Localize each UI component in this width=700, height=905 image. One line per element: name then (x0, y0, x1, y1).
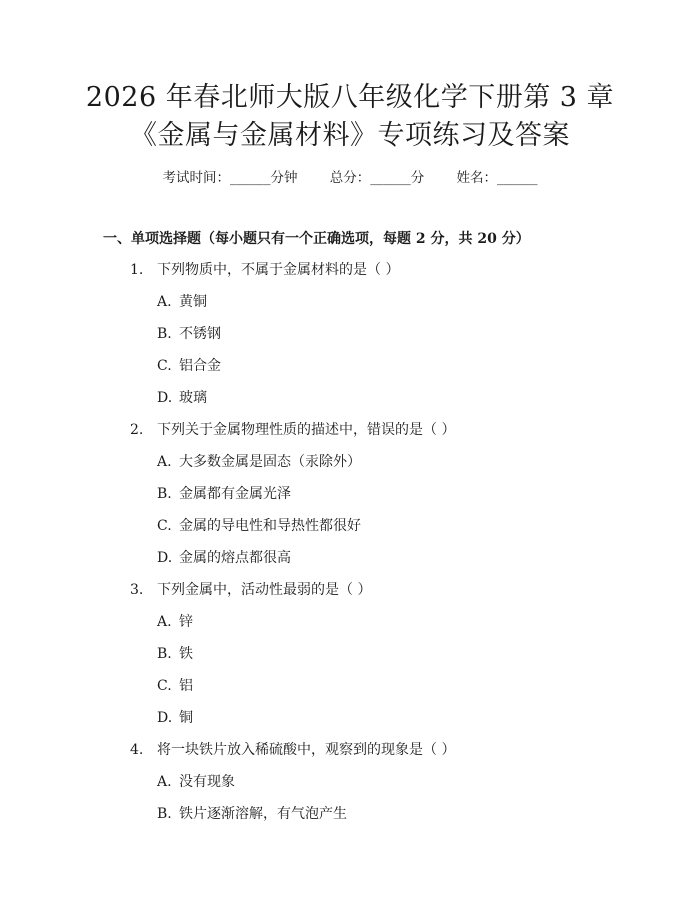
question-text: 下列物质中，不属于金属材料的是（ ） (157, 262, 400, 278)
document-title-line-2: 《金属与金属材料》专项练习及答案 (130, 120, 570, 151)
option-text: 黄铜 (179, 294, 207, 310)
option-text: 铁 (179, 646, 193, 662)
question-1-option-a (157, 292, 207, 312)
question-4 (130, 740, 455, 760)
option-letter: A. (157, 614, 172, 630)
exam-info (0, 168, 700, 188)
question-3-option-d (157, 708, 193, 728)
question-text: 下列金属中，活动性最弱的是（ ） (157, 582, 372, 598)
question-1-option-b (157, 324, 221, 344)
option-text: 铜 (179, 710, 193, 726)
option-letter: B. (157, 646, 172, 662)
question-number: 3. (130, 582, 144, 598)
question-text: 将一块铁片放入稀硫酸中，观察到的现象是（ ） (157, 742, 456, 758)
option-text: 铝合金 (179, 358, 221, 374)
question-2 (130, 420, 455, 440)
option-text: 大多数金属是固态（汞除外） (179, 454, 361, 470)
option-letter: B. (157, 326, 172, 342)
option-text: 铝 (179, 678, 193, 694)
document-title-line-1: 2026 年春北师大版八年级化学下册第 3 章 (85, 82, 615, 113)
question-2-option-c (157, 516, 361, 536)
option-letter: B. (157, 806, 172, 822)
question-3-option-c (157, 676, 193, 696)
option-text: 金属都有金属光泽 (179, 486, 291, 502)
option-text: 不锈钢 (179, 326, 221, 342)
section-heading: 一、单项选择题（每小题只有一个正确选项，每题 2 分，共 20 分） (103, 231, 530, 247)
question-1-option-d (157, 388, 207, 408)
option-letter: A. (157, 454, 172, 470)
option-letter: A. (157, 294, 172, 310)
option-letter: C. (157, 518, 172, 534)
option-letter: D. (157, 710, 173, 726)
option-letter: C. (157, 678, 172, 694)
option-text: 锌 (179, 614, 193, 630)
question-2-option-d (157, 548, 291, 568)
option-text: 金属的导电性和导热性都很好 (179, 518, 361, 534)
question-4-option-a (157, 772, 235, 792)
option-letter: B. (157, 486, 172, 502)
question-1 (130, 260, 399, 280)
exam-name-field: 姓名：______ (456, 170, 538, 186)
question-3-option-b (157, 644, 193, 664)
option-letter: C. (157, 358, 172, 374)
question-3-option-a (157, 612, 193, 632)
question-1-option-c (157, 356, 221, 376)
question-number: 4. (130, 742, 144, 758)
question-2-option-b (157, 484, 291, 504)
exam-score-field: 总分：______分 (329, 170, 425, 186)
question-number: 2. (130, 422, 144, 438)
exam-time-field: 考试时间：______分钟 (162, 170, 298, 186)
option-text: 玻璃 (179, 390, 207, 406)
question-text: 下列关于金属物理性质的描述中，错误的是（ ） (157, 422, 456, 438)
option-text: 铁片逐渐溶解，有气泡产生 (179, 806, 347, 822)
option-letter: D. (157, 550, 173, 566)
option-text: 金属的熔点都很高 (179, 550, 291, 566)
option-letter: D. (157, 390, 173, 406)
question-4-option-b (157, 804, 347, 824)
question-number: 1. (130, 262, 144, 278)
question-3 (130, 580, 371, 600)
option-letter: A. (157, 774, 172, 790)
question-2-option-a (157, 452, 361, 472)
option-text: 没有现象 (179, 774, 235, 790)
